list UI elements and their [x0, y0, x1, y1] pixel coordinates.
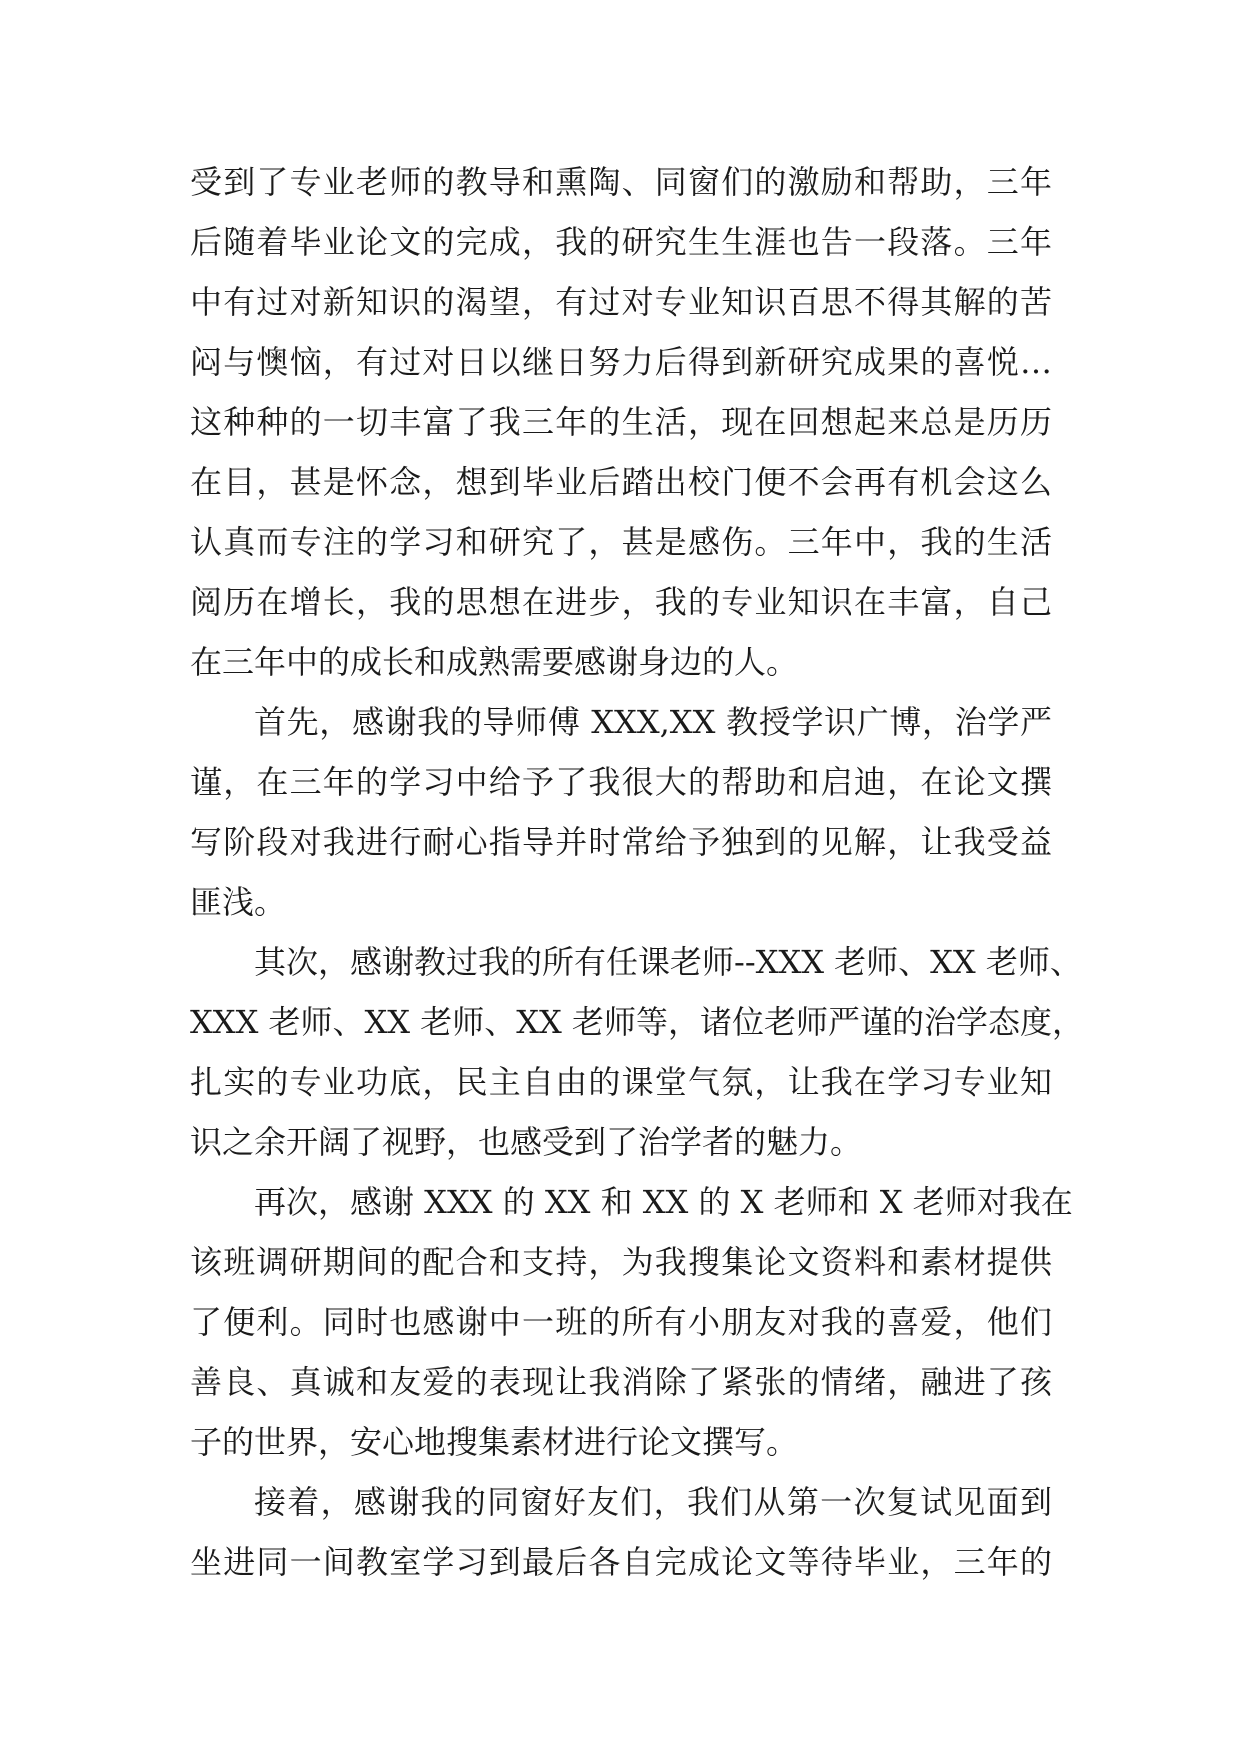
text-line: 闷与懊恼，有过对日以继日努力后得到新研究成果的喜悦… — [190, 343, 1052, 381]
text-line: 识之余开阔了视野，也感受到了治学者的魅力。 — [190, 1123, 863, 1161]
text-line: 该班调研期间的配合和支持，为我搜集论文资料和素材提供 — [190, 1243, 1052, 1281]
paragraph-class-thanks — [190, 1172, 1073, 1472]
text-line: 其次，感谢教过我的所有任课老师--XXX 老师、XX 老师、 — [254, 943, 1082, 981]
text-line: 首先，感谢我的导师傅 XXX,XX 教授学识广博，治学严 — [254, 703, 1052, 741]
text-line: 子的世界，安心地搜集素材进行论文撰写。 — [190, 1423, 799, 1461]
text-line: 阅历在增长，我的思想在进步，我的专业知识在丰富，自己 — [190, 583, 1052, 621]
text-line: 匪浅。 — [190, 883, 287, 921]
paragraph-teachers-thanks — [190, 932, 1084, 1172]
text-line: 接着，感谢我的同窗好友们，我们从第一次复试见面到 — [254, 1483, 1052, 1521]
text-line: XXX 老师、XX 老师、XX 老师等，诸位老师严谨的治学态度， — [190, 1003, 1084, 1041]
text-line: 受到了专业老师的教导和熏陶、同窗们的激励和帮助，三年 — [190, 163, 1052, 201]
text-line: 扎实的专业功底，民主自由的课堂气氛，让我在学习专业知 — [190, 1063, 1052, 1101]
text-line: 善良、真诚和友爱的表现让我消除了紧张的情绪，融进了孩 — [190, 1363, 1052, 1401]
text-line: 在目，甚是怀念，想到毕业后踏出校门便不会再有机会这么 — [190, 463, 1052, 501]
paragraph-advisor-thanks — [190, 692, 1052, 932]
text-line: 这种种的一切丰富了我三年的生活，现在回想起来总是历历 — [190, 403, 1052, 441]
text-line: 坐进同一间教室学习到最后各自完成论文等待毕业，三年的 — [190, 1543, 1052, 1581]
paragraph-classmates-thanks — [190, 1472, 1052, 1592]
paragraph-intro — [190, 152, 1052, 692]
text-line: 后随着毕业论文的完成，我的研究生生涯也告一段落。三年 — [190, 223, 1052, 261]
text-line: 在三年中的成长和成熟需要感谢身边的人。 — [190, 643, 799, 681]
text-line: 认真而专注的学习和研究了，甚是感伤。三年中，我的生活 — [190, 523, 1052, 561]
document-body — [190, 152, 1084, 1592]
text-line: 写阶段对我进行耐心指导并时常给予独到的见解，让我受益 — [190, 823, 1052, 861]
text-line: 中有过对新知识的渴望，有过对专业知识百思不得其解的苦 — [190, 283, 1052, 321]
text-line: 了便利。同时也感谢中一班的所有小朋友对我的喜爱，他们 — [190, 1303, 1052, 1341]
text-line: 谨，在三年的学习中给予了我很大的帮助和启迪，在论文撰 — [190, 763, 1052, 801]
text-line: 再次，感谢 XXX 的 XX 和 XX 的 X 老师和 X 老师对我在 — [254, 1183, 1073, 1221]
